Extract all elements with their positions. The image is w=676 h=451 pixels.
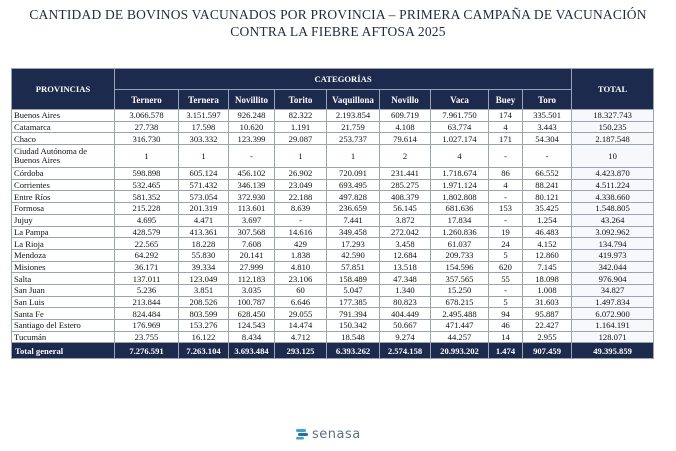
row-total: 10: [572, 145, 654, 168]
table-cell: 1: [115, 145, 179, 168]
table-cell: 27.999: [229, 261, 275, 273]
table-cell: 54.304: [523, 133, 572, 145]
table-cell: 5.236: [115, 284, 179, 296]
table-cell: 113.601: [229, 203, 275, 215]
table-cell: -: [489, 191, 523, 203]
table-cell: -: [489, 145, 523, 168]
table-cell: 1.838: [275, 249, 327, 261]
province-name: Catamarca: [12, 121, 115, 133]
table-cell: 27.738: [115, 121, 179, 133]
table-cell: 3.035: [229, 284, 275, 296]
column-header: Toro: [523, 90, 572, 110]
table-cell: 171: [489, 133, 523, 145]
table-row: [12, 203, 654, 215]
table-cell: 1.027.174: [431, 133, 489, 145]
table-row: [12, 179, 654, 191]
senasa-logo-text: senasa: [312, 426, 361, 442]
total-general-cell: 907.459: [523, 343, 572, 359]
table-cell: 29.087: [275, 133, 327, 145]
row-total: 342.044: [572, 261, 654, 273]
row-total: 134.794: [572, 238, 654, 250]
table-cell: 79.614: [380, 133, 431, 145]
province-name: Salta: [12, 273, 115, 285]
table-cell: 56.145: [380, 203, 431, 215]
table-cell: 23.755: [115, 331, 179, 343]
table-cell: 9.274: [380, 331, 431, 343]
table-cell: 7.961.750: [431, 110, 489, 122]
table-cell: 413.361: [179, 226, 229, 238]
column-header: Ternero: [115, 90, 179, 110]
total-general-cell: 7.263.104: [179, 343, 229, 359]
table-cell: 14: [489, 331, 523, 343]
table-cell: 573.054: [179, 191, 229, 203]
column-header: Novillo: [380, 90, 431, 110]
table-cell: 4: [489, 179, 523, 191]
row-total: 34.827: [572, 284, 654, 296]
province-name: Corrientes: [12, 179, 115, 191]
table-cell: 1.008: [523, 284, 572, 296]
table-cell: 80.121: [523, 191, 572, 203]
table-cell: 605.124: [179, 168, 229, 180]
table-cell: 471.447: [431, 320, 489, 332]
table-cell: 137.011: [115, 273, 179, 285]
table-cell: 100.787: [229, 296, 275, 308]
table-cell: 31.603: [523, 296, 572, 308]
table-cell: 720.091: [327, 168, 380, 180]
table-cell: -: [489, 284, 523, 296]
table-cell: 3.851: [179, 284, 229, 296]
row-total: 976.904: [572, 273, 654, 285]
province-name: Córdoba: [12, 168, 115, 180]
header-categorias: CATEGORÍAS: [115, 69, 572, 90]
table-cell: 80.823: [380, 296, 431, 308]
table-row: [12, 226, 654, 238]
province-name: Formosa: [12, 203, 115, 215]
province-name: Mendoza: [12, 249, 115, 261]
table-cell: 926.248: [229, 110, 275, 122]
province-name: Misiones: [12, 261, 115, 273]
table-cell: 215.228: [115, 203, 179, 215]
vaccination-table: [11, 68, 654, 359]
table-cell: 18.548: [327, 331, 380, 343]
table-cell: 26.902: [275, 168, 327, 180]
table-row: [12, 214, 654, 226]
table-cell: 209.733: [431, 249, 489, 261]
table-cell: 20.141: [229, 249, 275, 261]
province-name: San Luis: [12, 296, 115, 308]
table-cell: 17.834: [431, 214, 489, 226]
title-line-2: CONTRA LA FIEBRE AFTOSA 2025: [230, 24, 446, 39]
column-header: Vaquillona: [327, 90, 380, 110]
table-cell: 24: [489, 238, 523, 250]
table-cell: 4.471: [179, 214, 229, 226]
table-cell: 408.379: [380, 191, 431, 203]
table-cell: 63.774: [431, 121, 489, 133]
table-cell: 5: [489, 249, 523, 261]
total-general-row: [12, 343, 654, 359]
table-cell: 22.565: [115, 238, 179, 250]
header-total: TOTAL: [572, 69, 654, 110]
senasa-logo-icon: [296, 428, 308, 440]
table-cell: 456.102: [229, 168, 275, 180]
table-cell: 428.579: [115, 226, 179, 238]
table-cell: 15.250: [431, 284, 489, 296]
row-total: 419.973: [572, 249, 654, 261]
table-cell: 571.432: [179, 179, 229, 191]
table-cell: 7.145: [523, 261, 572, 273]
table-cell: 6.646: [275, 296, 327, 308]
table-cell: 42.590: [327, 249, 380, 261]
table-cell: 231.441: [380, 168, 431, 180]
table-cell: 123.399: [229, 133, 275, 145]
row-total: 1.164.191: [572, 320, 654, 332]
table-cell: 1.802.808: [431, 191, 489, 203]
table-cell: 285.275: [380, 179, 431, 191]
table-cell: 357.565: [431, 273, 489, 285]
province-name: Chaco: [12, 133, 115, 145]
table-cell: 17.598: [179, 121, 229, 133]
senasa-logo: [296, 426, 361, 442]
total-general-cell: 293.125: [275, 343, 327, 359]
table-row: [12, 121, 654, 133]
table-cell: 153: [489, 203, 523, 215]
page-title: [0, 6, 676, 40]
table-cell: 346.139: [229, 179, 275, 191]
table-cell: 1: [275, 145, 327, 168]
table-cell: 678.215: [431, 296, 489, 308]
table-cell: -: [275, 214, 327, 226]
row-total: 6.072.900: [572, 308, 654, 320]
table-row: [12, 191, 654, 203]
table-cell: 46: [489, 320, 523, 332]
province-name: San Juan: [12, 284, 115, 296]
table-cell: 1.971.124: [431, 179, 489, 191]
total-general-cell: 2.574.158: [380, 343, 431, 359]
table-cell: 60: [275, 284, 327, 296]
table-cell: 86: [489, 168, 523, 180]
table-cell: 791.394: [327, 308, 380, 320]
table-cell: 3.697: [229, 214, 275, 226]
province-name: Buenos Aires: [12, 110, 115, 122]
table-cell: 201.319: [179, 203, 229, 215]
table-cell: 5.047: [327, 284, 380, 296]
header-provincias: PROVINCIAS: [12, 69, 115, 110]
province-name: Santiago del Estero: [12, 320, 115, 332]
table-cell: 1.340: [380, 284, 431, 296]
table-cell: 154.596: [431, 261, 489, 273]
table-cell: 55: [489, 273, 523, 285]
table-cell: 3.151.597: [179, 110, 229, 122]
table-cell: 316.730: [115, 133, 179, 145]
table-cell: 23.049: [275, 179, 327, 191]
table-cell: 158.489: [327, 273, 380, 285]
table-cell: 497.828: [327, 191, 380, 203]
table-cell: 66.552: [523, 168, 572, 180]
province-name: La Rioja: [12, 238, 115, 250]
total-general-cell: 7.276.591: [115, 343, 179, 359]
table-cell: 4.712: [275, 331, 327, 343]
table-cell: 17.293: [327, 238, 380, 250]
table-row: [12, 145, 654, 168]
table-cell: 404.449: [380, 308, 431, 320]
row-total: 1.497.834: [572, 296, 654, 308]
table-cell: 532.465: [115, 179, 179, 191]
total-general-cell: 6.393.262: [327, 343, 380, 359]
column-header: Novillito: [229, 90, 275, 110]
table-cell: 628.450: [229, 308, 275, 320]
table-cell: 10.620: [229, 121, 275, 133]
table-cell: 64.292: [115, 249, 179, 261]
table-cell: 8.639: [275, 203, 327, 215]
province-name: Santa Fe: [12, 308, 115, 320]
table-cell: 94: [489, 308, 523, 320]
province-name: Jujuy: [12, 214, 115, 226]
table-row: [12, 238, 654, 250]
table-cell: 7.608: [229, 238, 275, 250]
total-general-cell: 20.993.202: [431, 343, 489, 359]
table-row: [12, 320, 654, 332]
table-cell: 3.443: [523, 121, 572, 133]
table-cell: 82.322: [275, 110, 327, 122]
table-cell: 44.257: [431, 331, 489, 343]
table-cell: 36.171: [115, 261, 179, 273]
table-cell: 35.425: [523, 203, 572, 215]
table-cell: 620: [489, 261, 523, 273]
table-cell: 8.434: [229, 331, 275, 343]
total-general-label: Total general: [12, 343, 115, 359]
total-general-cell: 1.474: [489, 343, 523, 359]
table-cell: 2.193.854: [327, 110, 380, 122]
table-cell: 1: [179, 145, 229, 168]
province-name: Entre Ríos: [12, 191, 115, 203]
table-cell: 61.037: [431, 238, 489, 250]
table-cell: 55.830: [179, 249, 229, 261]
table-row: [12, 261, 654, 273]
title-line-1: CANTIDAD DE BOVINOS VACUNADOS POR PROVINCIA – PRIMERA CAMPAÑA DE VACUNACIÓN: [29, 7, 647, 22]
table-cell: 1: [327, 145, 380, 168]
table-cell: 4.695: [115, 214, 179, 226]
grand-total: 49.395.859: [572, 343, 654, 359]
row-total: 43.264: [572, 214, 654, 226]
table-cell: 307.568: [229, 226, 275, 238]
table-cell: 372.930: [229, 191, 275, 203]
row-total: 1.548.805: [572, 203, 654, 215]
table-cell: 22.427: [523, 320, 572, 332]
row-total: 4.338.660: [572, 191, 654, 203]
table-cell: 46.483: [523, 226, 572, 238]
table-cell: 39.334: [179, 261, 229, 273]
table-row: [12, 168, 654, 180]
table-cell: 177.385: [327, 296, 380, 308]
table-cell: 14.616: [275, 226, 327, 238]
table-cell: 153.276: [179, 320, 229, 332]
column-header: Buey: [489, 90, 523, 110]
table-row: [12, 331, 654, 343]
column-header: Torito: [275, 90, 327, 110]
column-header: Vaca: [431, 90, 489, 110]
table-row: [12, 284, 654, 296]
table-cell: 7.441: [327, 214, 380, 226]
table-cell: 272.042: [380, 226, 431, 238]
row-total: 150.235: [572, 121, 654, 133]
table-cell: 13.518: [380, 261, 431, 273]
table-cell: 123.049: [179, 273, 229, 285]
table-cell: 50.667: [380, 320, 431, 332]
table-cell: 213.844: [115, 296, 179, 308]
table-row: [12, 110, 654, 122]
table-cell: 3.066.578: [115, 110, 179, 122]
total-general-cell: 3.693.484: [229, 343, 275, 359]
table-cell: 335.501: [523, 110, 572, 122]
table-cell: 112.183: [229, 273, 275, 285]
table-cell: 1.260.836: [431, 226, 489, 238]
row-total: 4.511.224: [572, 179, 654, 191]
table-cell: 4: [489, 121, 523, 133]
row-total: 128.071: [572, 331, 654, 343]
table-cell: -: [229, 145, 275, 168]
table-cell: 124.543: [229, 320, 275, 332]
table-cell: 303.332: [179, 133, 229, 145]
table-cell: 3.458: [380, 238, 431, 250]
table-cell: 88.241: [523, 179, 572, 191]
table-cell: 16.122: [179, 331, 229, 343]
table-cell: 174: [489, 110, 523, 122]
table-cell: 19: [489, 226, 523, 238]
table-cell: 681.636: [431, 203, 489, 215]
table-cell: -: [523, 145, 572, 168]
province-name: Ciudad Autónoma de Buenos Aires: [12, 145, 115, 168]
row-total: 4.423.870: [572, 168, 654, 180]
table-cell: 824.484: [115, 308, 179, 320]
table-cell: 47.348: [380, 273, 431, 285]
table-cell: 3.872: [380, 214, 431, 226]
table-row: [12, 249, 654, 261]
table-cell: 208.526: [179, 296, 229, 308]
table-cell: 4.108: [380, 121, 431, 133]
table-cell: 176.969: [115, 320, 179, 332]
table-row: [12, 308, 654, 320]
table-body: [12, 110, 654, 343]
table-cell: 18.098: [523, 273, 572, 285]
table-cell: 14.474: [275, 320, 327, 332]
table-cell: -: [489, 214, 523, 226]
table-cell: 598.898: [115, 168, 179, 180]
row-total: 2.187.548: [572, 133, 654, 145]
table-cell: 2.955: [523, 331, 572, 343]
table-cell: 22.188: [275, 191, 327, 203]
table-cell: 4.810: [275, 261, 327, 273]
table-cell: 693.495: [327, 179, 380, 191]
table-cell: 1.718.674: [431, 168, 489, 180]
table-cell: 95.887: [523, 308, 572, 320]
table-cell: 609.719: [380, 110, 431, 122]
table-cell: 236.659: [327, 203, 380, 215]
table-cell: 23.106: [275, 273, 327, 285]
province-name: La Pampa: [12, 226, 115, 238]
table-row: [12, 273, 654, 285]
table-cell: 803.599: [179, 308, 229, 320]
table-cell: 12.684: [380, 249, 431, 261]
province-name: Tucumán: [12, 331, 115, 343]
table-cell: 18.228: [179, 238, 229, 250]
table-row: [12, 133, 654, 145]
table-cell: 581.352: [115, 191, 179, 203]
table-cell: 349.458: [327, 226, 380, 238]
table-cell: 21.759: [327, 121, 380, 133]
table-cell: 1.254: [523, 214, 572, 226]
table-cell: 4.152: [523, 238, 572, 250]
table-cell: 1.191: [275, 121, 327, 133]
table-cell: 2.495.488: [431, 308, 489, 320]
table-cell: 429: [275, 238, 327, 250]
table-cell: 57.851: [327, 261, 380, 273]
table-cell: 29.055: [275, 308, 327, 320]
table-cell: 253.737: [327, 133, 380, 145]
row-total: 3.092.962: [572, 226, 654, 238]
table-cell: 150.342: [327, 320, 380, 332]
row-total: 18.327.743: [572, 110, 654, 122]
table-cell: 4: [431, 145, 489, 168]
column-header: Ternera: [179, 90, 229, 110]
table-cell: 5: [489, 296, 523, 308]
table-cell: 2: [380, 145, 431, 168]
table-row: [12, 296, 654, 308]
table-cell: 12.860: [523, 249, 572, 261]
